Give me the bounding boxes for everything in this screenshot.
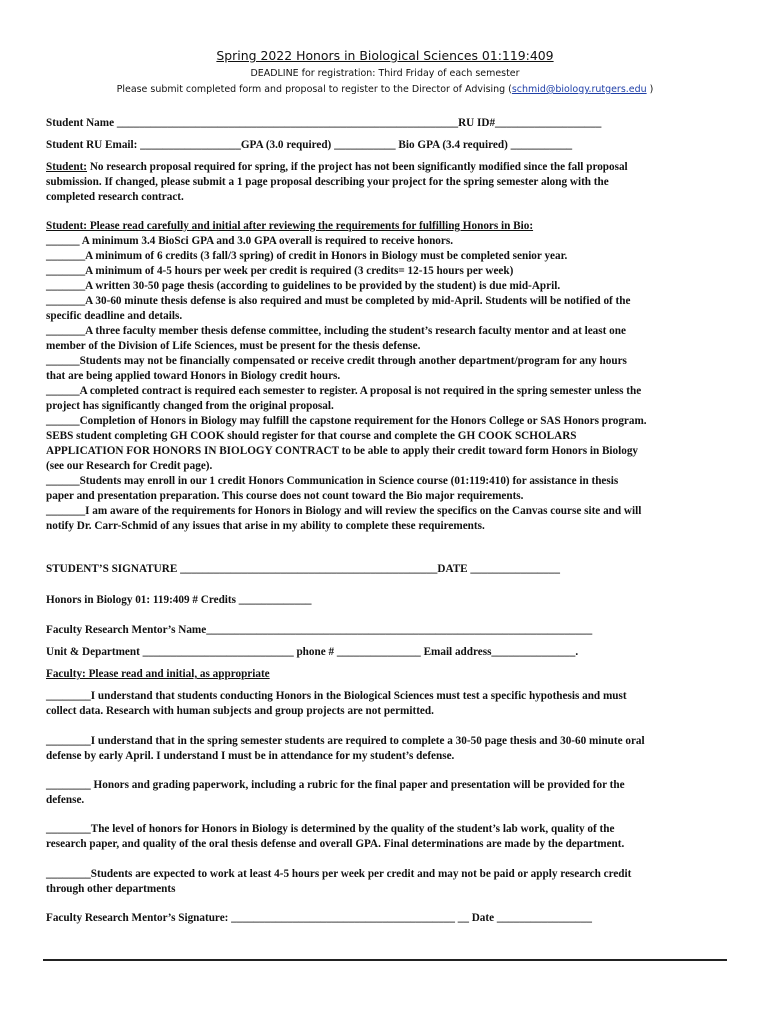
faculty-line-cont: defense.	[46, 794, 85, 806]
form-title: Spring 2022 Honors in Biological Sciences 01:119:409	[216, 48, 554, 63]
requirement-line[interactable]: _______A minimum of 6 credits (3 fall/3 spring) of credit in Honors in Biology must be completed senior year.	[46, 250, 568, 262]
credits-field[interactable]: Honors in Biology 01: 119:409 # Credits _____________	[46, 594, 312, 606]
requirement-line[interactable]: _______A minimum of 4-5 hours per week per credit is required (3 credits= 12-15 hours per week)	[46, 265, 514, 277]
requirement-line-cont: notify Dr. Carr-Schmid of any issues that arise in my ability to complete these requirements.	[46, 520, 485, 532]
requirement-line[interactable]: _______I am aware of the requirements for Honors in Biology and will review the specifics on the Canvas course site and will	[46, 505, 642, 517]
faculty-line[interactable]: ________ Honors and grading paperwork, including a rubric for the final paper and presentation will be provided for the	[46, 779, 625, 791]
requirement-line[interactable]: ______A completed contract is required each semester to register. A proposal is not required in the spring semester unless the	[46, 385, 642, 397]
requirement-line[interactable]: ______ A minimum 3.4 BioSci GPA and 3.0 GPA overall is required to receive honors.	[46, 235, 453, 247]
unit-phone-email-field[interactable]: Unit & Department ___________________________ phone # _______________ Email address_______________.	[46, 646, 579, 658]
requirement-line[interactable]: _______A written 30-50 page thesis (according to guidelines to be provided by the student) is due mid-April.	[46, 280, 561, 292]
submission-instructions	[0, 84, 770, 95]
student-note-label: Student:	[46, 161, 88, 173]
requirement-line-cont: APPLICATION FOR HONORS IN BIOLOGY CONTRACT to be able to apply their credit toward form Honors in Biology	[46, 445, 639, 457]
student-note-line	[46, 161, 628, 173]
faculty-line-cont: defense by early April. I understand I must be in attendance for my student’s defense.	[46, 750, 455, 762]
mentor-name-field[interactable]: Faculty Research Mentor’s Name_____________________________________________________________________	[46, 624, 593, 636]
mentor-signature-field[interactable]: Faculty Research Mentor’s Signature: ________________________________________ __ Date _________________	[46, 912, 592, 924]
requirement-line-cont: project has significantly changed from the original proposal.	[46, 400, 334, 412]
requirement-line[interactable]: _______A three faculty member thesis defense committee, including the student’s research faculty mentor and at least one	[46, 325, 626, 337]
submission-text-end: )	[646, 84, 654, 95]
faculty-heading: Faculty: Please read and initial, as appropriate	[46, 668, 270, 680]
faculty-line[interactable]: ________Students are expected to work at least 4-5 hours per week per credit and may not be paid or apply research credit	[46, 868, 632, 880]
registration-deadline: DEADLINE for registration: Third Friday of each semester	[250, 68, 520, 79]
requirement-line-cont: that are being applied toward Honors in Biology credit hours.	[46, 370, 341, 382]
requirement-line[interactable]: ______Students may not be financially compensated or receive credit through another department/program for any hours	[46, 355, 627, 367]
requirement-line-cont: specific deadline and details.	[46, 310, 183, 322]
faculty-line-cont: collect data. Research with human subjects and group projects are not permitted.	[46, 705, 434, 717]
student-note-text: No research proposal required for spring, if the project has not been significantly modified since the fall proposal	[87, 161, 628, 173]
requirements-heading: Student: Please read carefully and initial after reviewing the requirements for fulfilling Honors in Bio:	[46, 220, 534, 232]
faculty-line-cont: research paper, and quality of the oral thesis defense and overall GPA. Final determinations are made by the department.	[46, 838, 625, 850]
faculty-line[interactable]: ________I understand that students conducting Honors in the Biological Sciences must test a specific hypothesis and must	[46, 690, 627, 702]
student-signature-field[interactable]: STUDENT’S SIGNATURE ______________________________________________DATE ________________	[46, 563, 560, 575]
student-note-line: submission. If changed, please submit a 1 page proposal describing your project for the spring semester along with the	[46, 176, 609, 188]
student-name-field[interactable]: Student Name _____________________________________________________________RU ID#___________________	[46, 117, 602, 129]
faculty-line[interactable]: ________I understand that in the spring semester students are required to complete a 30-50 page thesis and 30-60 minute oral	[46, 735, 645, 747]
requirement-line-cont: member of the Division of Life Sciences, must be present for the thesis defense.	[46, 340, 421, 352]
advising-email-link[interactable]: schmid@biology.rutgers.edu	[511, 84, 647, 95]
requirement-line[interactable]: ______Completion of Honors in Biology may fulfill the capstone requirement for the Honors College or SAS Honors program.	[46, 415, 647, 427]
requirement-line-cont: paper and presentation preparation. This course does not count toward the Bio major requirements.	[46, 490, 524, 502]
student-email-gpa-field[interactable]: Student RU Email: __________________GPA (3.0 required) ___________ Bio GPA (3.4 required) ___________	[46, 139, 573, 151]
requirement-line[interactable]: _______A 30-60 minute thesis defense is also required and must be completed by mid-April. Students will be notified of the	[46, 295, 631, 307]
requirement-line-cont: (see our Research for Credit page).	[46, 460, 213, 472]
submission-text: Please submit completed form and proposal to register to the Director of Advising (	[116, 84, 512, 95]
bottom-divider	[43, 959, 727, 961]
requirement-line-cont: SEBS student completing GH COOK should register for that course and complete the GH COOK SCHOLARS	[46, 430, 577, 442]
student-note-line: completed research contract.	[46, 191, 184, 203]
faculty-line[interactable]: ________The level of honors for Honors in Biology is determined by the quality of the student’s lab work, quality of the	[46, 823, 615, 835]
faculty-line-cont: through other departments	[46, 883, 176, 895]
requirement-line[interactable]: ______Students may enroll in our 1 credit Honors Communication in Science course (01:119:410) for assistance in thesis	[46, 475, 619, 487]
